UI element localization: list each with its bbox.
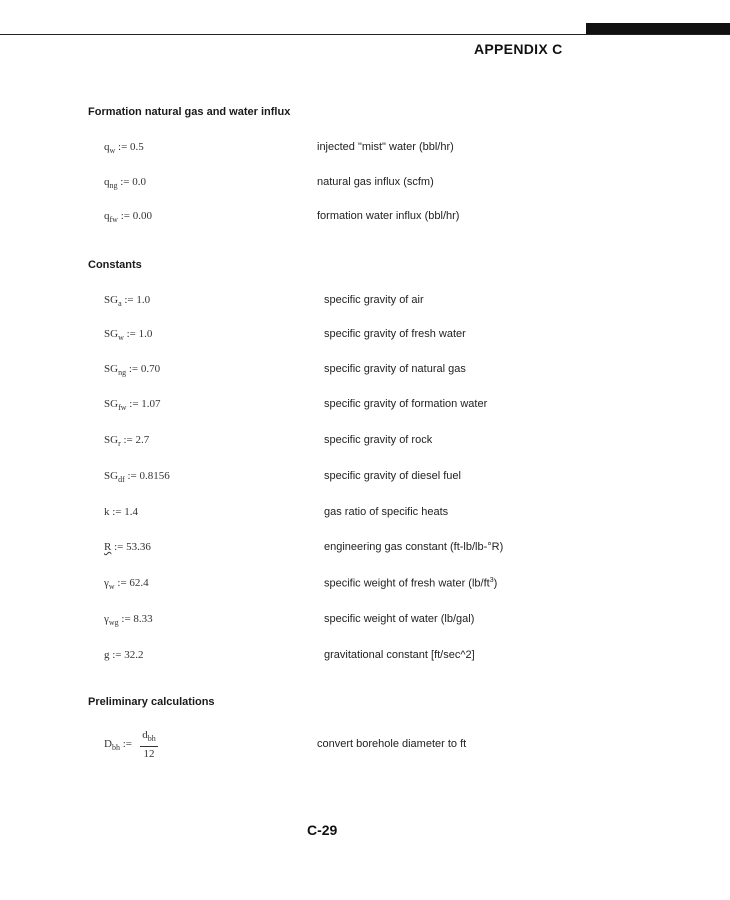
section-heading-prelim: Preliminary calculations	[88, 696, 215, 708]
equation-expr: $q_w$ := 0.5	[104, 141, 144, 155]
equation-row-qfw	[0, 210, 730, 230]
equation-expr: g := 32.2	[104, 649, 144, 661]
equation-row-g	[0, 649, 730, 669]
equation-description: specific gravity of diesel fuel	[324, 470, 461, 482]
equation-lhs: $D_{bh}$ :=	[104, 738, 132, 752]
equation-description: formation water influx (bbl/hr)	[317, 210, 460, 222]
fraction	[140, 729, 158, 761]
equation-description-dbh: convert borehole diameter to ft	[317, 738, 467, 750]
equation-description: specific gravity of fresh water	[324, 328, 466, 340]
equation-expr: $\gamma_{wg}$ := 8.33	[104, 613, 153, 627]
equation-row-k	[0, 506, 730, 526]
equation-row-gamma-wg	[0, 613, 730, 633]
equation-description: engineering gas constant (ft-lb/lb-°R)	[324, 541, 504, 553]
equation-row-sgr	[0, 434, 730, 454]
header-rule	[0, 34, 730, 35]
equation-description: specific weight of water (lb/gal)	[324, 613, 475, 625]
equation-description: gas ratio of specific heats	[324, 506, 449, 518]
header-bar	[586, 23, 730, 34]
equation-row-sgng	[0, 363, 730, 383]
section-heading-influx: Formation natural gas and water influx	[88, 106, 291, 118]
equation-description: natural gas influx (scfm)	[317, 176, 434, 188]
equation-expr: $q_{fw}$ := 0.00	[104, 210, 152, 224]
equation-expr: $SG_{fw}$ := 1.07	[104, 398, 161, 412]
equation-description: specific gravity of natural gas	[324, 363, 466, 375]
page-number: C-29	[307, 822, 338, 838]
equation-row-sgw	[0, 328, 730, 348]
equation-row-gamma-w	[0, 577, 730, 597]
equation-expr: $SG_{ng}$ := 0.70	[104, 363, 161, 377]
equation-row-sga	[0, 294, 730, 314]
fraction-denominator: 12	[143, 748, 155, 760]
appendix-label: APPENDIX C	[474, 41, 563, 57]
equation-expr: $SG_w$ := 1.0	[104, 328, 153, 342]
equation-expr: $SG_{df}$ := 0.8156	[104, 470, 170, 484]
equation-row-r	[0, 541, 730, 561]
equation-expr: R := 53.36	[104, 541, 151, 553]
equation-row-qw	[0, 141, 730, 161]
equation-row-sgfw	[0, 398, 730, 418]
equation-row-sgdf	[0, 470, 730, 490]
equation-expr: $\gamma_w$ := 62.4	[104, 577, 149, 591]
equation-row-qng	[0, 176, 730, 196]
equation-description: gravitational constant [ft/sec^2]	[324, 649, 475, 661]
section-heading-constants: Constants	[88, 259, 142, 271]
equation-expr: $q_{ng}$ := 0.0	[104, 176, 147, 190]
equation-description: specific gravity of formation water	[324, 398, 488, 410]
equation-description: injected "mist" water (bbl/hr)	[317, 141, 454, 153]
equation-description: specific gravity of rock	[324, 434, 433, 446]
equation-expr: k := 1.4	[104, 506, 139, 518]
equation-description: specific gravity of air	[324, 294, 424, 306]
equation-expr: $SG_a$ := 1.0	[104, 294, 151, 308]
equation-expr: $SG_r$ := 2.7	[104, 434, 150, 448]
equation-description: specific weight of fresh water $(lb/ft^3)$	[324, 577, 498, 590]
fraction-numerator: $d_{bh}$	[142, 729, 156, 743]
fraction-bar	[140, 746, 158, 747]
